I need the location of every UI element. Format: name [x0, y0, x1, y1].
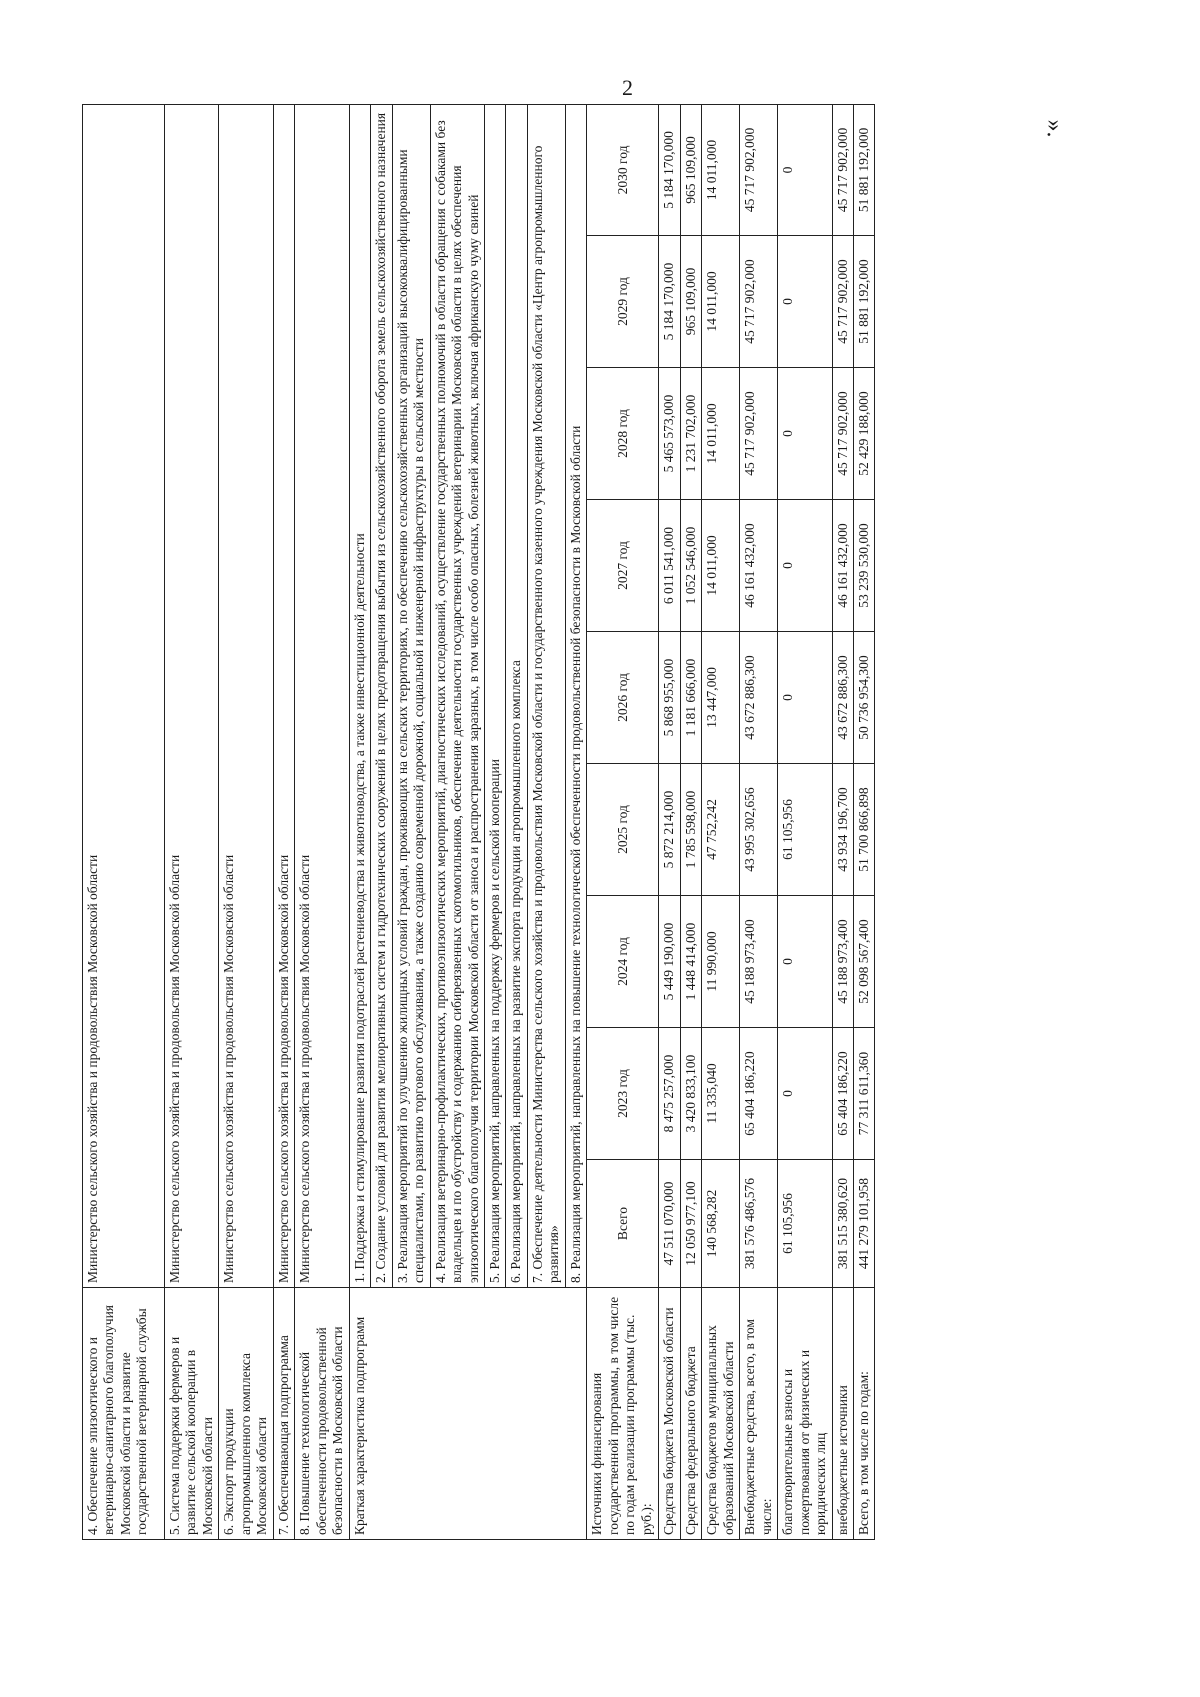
finance-amount: 0 [778, 368, 832, 500]
finance-amount: 65 404 186,220 [740, 1028, 778, 1160]
subprogram-name: 4. Обеспечение эпизоотического и ветеринарно-санитарного благополучия Московской области и развитие государственной ветеринарной службы [83, 1288, 165, 1540]
subprogram-description: 4. Реализация ветеринарно-профилактических, противоэпизоотических мероприятий, диагностических исследований, осуществление государственных полномочий в области обращения с собаками без владельцев и по обустройству и содержанию сибиреязвенных скотомогильников, обеспечение деятельности государственных учреждений ветеринарии Московской области в целях обеспечения эпизоотического благополучия территории Московской области от заноса и распространения заразных, в том числе особо опасных, болезней животных, включая африканскую чуму свиней [430, 104, 484, 1287]
finance-amount: 61 105,956 [778, 764, 832, 896]
finance-amount: 965 109,000 [680, 236, 701, 368]
subprogram-description: 3. Реализация мероприятий по улучшению жилищных условий граждан, проживающих на сельских территориях, по обеспечению сельскохозяйственных организаций высококвалифицированными специалистами, по развитию торгового обслуживания, а также созданию современной дорожной, социальной и инженерной инфраструктуры в сельской местности [392, 104, 430, 1287]
finance-row [659, 104, 680, 1539]
finance-amount: 1 231 702,000 [680, 368, 701, 500]
finance-amount: 0 [778, 236, 832, 368]
subprograms-label: Краткая характеристика подпрограмм [349, 1288, 587, 1540]
finance-header-row [587, 104, 659, 1539]
finance-amount: 0 [778, 500, 832, 632]
subprogram-row [83, 104, 165, 1539]
finance-source-label: внебюджетные источники [832, 1288, 853, 1540]
subprogram-description: 1. Поддержка и стимулирование развития подотраслей растениеводства и животноводства, а также инвестиционной деятельности [349, 104, 370, 1287]
finance-amount: 12 050 977,100 [680, 1160, 701, 1288]
finance-amount: 47 752,242 [702, 764, 740, 896]
finance-column-header: 2025 год [587, 764, 659, 896]
program-passport-table [82, 104, 875, 1540]
finance-amount: 51 881 192,000 [854, 104, 875, 235]
finance-amount: 6 011 541,000 [659, 500, 680, 632]
finance-column-header: 2030 год [587, 104, 659, 235]
finance-amount: 14 011,000 [702, 236, 740, 368]
finance-amount: 11 335,040 [702, 1028, 740, 1160]
finance-amount: 1 052 546,000 [680, 500, 701, 632]
subprogram-name: 7. Обеспечивающая подпрограмма [273, 1288, 294, 1540]
finance-amount: 11 990,000 [702, 896, 740, 1028]
responsible-ministry: Министерство сельского хозяйства и продовольствия Московской области [165, 104, 219, 1287]
subprogram-row [273, 104, 294, 1539]
finance-column-header: 2026 год [587, 632, 659, 764]
finance-amount: 43 934 196,700 [832, 764, 853, 896]
finance-amount: 5 184 170,000 [659, 104, 680, 235]
program-passport-sheet [82, 105, 1022, 1540]
finance-amount: 46 161 432,000 [740, 500, 778, 632]
finance-amount: 1 181 666,000 [680, 632, 701, 764]
finance-source-label: Средства бюджета Московской области [659, 1288, 680, 1540]
finance-row [832, 104, 853, 1539]
finance-column-header: 2029 год [587, 236, 659, 368]
finance-amount: 1 448 414,000 [680, 896, 701, 1028]
page-number: 2 [622, 75, 633, 100]
subprogram-description: 7. Обеспечение деятельности Министерства сельского хозяйства и продовольствия Московской области и государственного казенного учреждения Московской области «Центр агропромышленного развития» [527, 104, 565, 1287]
finance-amount: 52 429 188,000 [854, 368, 875, 500]
finance-source-label: Внебюджетные средства, всего, в том числе: [740, 1288, 778, 1540]
finance-amount: 140 568,282 [702, 1160, 740, 1288]
finance-amount: 5 465 573,000 [659, 368, 680, 500]
finance-amount: 61 105,956 [778, 1160, 832, 1288]
finance-amount: 5 868 955,000 [659, 632, 680, 764]
subprogram-name: 8. Повышение технологической обеспеченности продовольственной безопасности в Московской области [295, 1288, 349, 1540]
finance-row [740, 104, 778, 1539]
finance-amount: 45 717 902,000 [740, 104, 778, 235]
finance-amount: 43 672 886,300 [832, 632, 853, 764]
subprogram-description: 6. Реализация мероприятий, направленных на развитие экспорта продукции агропромышленного комплекса [506, 104, 527, 1287]
finance-row [778, 104, 832, 1539]
finance-amount: 45 717 902,000 [832, 104, 853, 235]
finance-label: Источники финансирования государственной программы, в том числе по годам реализации программы (тыс. руб.): [587, 1288, 659, 1540]
finance-amount: 14 011,000 [702, 104, 740, 235]
finance-amount: 381 515 380,620 [832, 1160, 853, 1288]
finance-amount: 47 511 070,000 [659, 1160, 680, 1288]
finance-amount: 0 [778, 104, 832, 235]
finance-column-header: 2023 год [587, 1028, 659, 1160]
closing-quote-mark: ». [1041, 119, 1068, 138]
finance-amount: 45 717 902,000 [832, 236, 853, 368]
subprogram-row [165, 104, 219, 1539]
finance-source-label: Всего, в том числе по годам: [854, 1288, 875, 1540]
finance-column-header: 2028 год [587, 368, 659, 500]
subprogram-description: 2. Создание условий для развития мелиоративных систем и гидротехнических сооружений в целях предотвращения выбытия из сельскохозяйственного оборота земель сельскохозяйственного назначения [371, 104, 392, 1287]
finance-source-label: благотворительные взносы и пожертвования от физических и юридических лиц [778, 1288, 832, 1540]
responsible-ministry: Министерство сельского хозяйства и продовольствия Московской области [219, 104, 273, 1287]
finance-amount: 46 161 432,000 [832, 500, 853, 632]
finance-amount: 441 279 101,958 [854, 1160, 875, 1288]
subprogram-name: 5. Система поддержки фермеров и развитие сельской кооперации в Московской области [165, 1288, 219, 1540]
finance-column-header: 2024 год [587, 896, 659, 1028]
subprogram-row [295, 104, 349, 1539]
finance-amount: 45 717 902,000 [832, 368, 853, 500]
finance-row [680, 104, 701, 1539]
finance-amount: 14 011,000 [702, 500, 740, 632]
finance-amount: 43 672 886,300 [740, 632, 778, 764]
finance-amount: 8 475 257,000 [659, 1028, 680, 1160]
subprogram-description: 5. Реализация мероприятий, направленных на поддержку фермеров и сельской кооперации [484, 104, 505, 1287]
finance-amount: 13 447,000 [702, 632, 740, 764]
finance-amount: 3 420 833,100 [680, 1028, 701, 1160]
finance-amount: 0 [778, 632, 832, 764]
finance-amount: 381 576 486,576 [740, 1160, 778, 1288]
finance-amount: 965 109,000 [680, 104, 701, 235]
subprogram-description-row [349, 104, 370, 1539]
responsible-ministry: Министерство сельского хозяйства и продовольствия Московской области [273, 104, 294, 1287]
finance-amount: 51 700 866,898 [854, 764, 875, 896]
finance-amount: 14 011,000 [702, 368, 740, 500]
finance-source-label: Средства федерального бюджета [680, 1288, 701, 1540]
finance-amount: 5 184 170,000 [659, 236, 680, 368]
finance-row [702, 104, 740, 1539]
finance-source-label: Средства бюджетов муниципальных образований Московской области [702, 1288, 740, 1540]
responsible-ministry: Министерство сельского хозяйства и продовольствия Московской области [83, 104, 165, 1287]
subprogram-row [219, 104, 273, 1539]
finance-amount: 65 404 186,220 [832, 1028, 853, 1160]
finance-amount: 45 188 973,400 [832, 896, 853, 1028]
finance-amount: 5 449 190,000 [659, 896, 680, 1028]
finance-column-header: 2027 год [587, 500, 659, 632]
finance-amount: 51 881 192,000 [854, 236, 875, 368]
finance-amount: 77 311 611,360 [854, 1028, 875, 1160]
finance-amount: 50 736 954,300 [854, 632, 875, 764]
finance-amount: 45 188 973,400 [740, 896, 778, 1028]
finance-amount: 0 [778, 896, 832, 1028]
finance-amount: 43 995 302,656 [740, 764, 778, 896]
finance-amount: 52 098 567,400 [854, 896, 875, 1028]
finance-amount: 53 239 530,000 [854, 500, 875, 632]
subprogram-name: 6. Экспорт продукции агропромышленного комплекса Московской области [219, 1288, 273, 1540]
responsible-ministry: Министерство сельского хозяйства и продовольствия Московской области [295, 104, 349, 1287]
finance-column-header: Всего [587, 1160, 659, 1288]
finance-amount: 0 [778, 1028, 832, 1160]
finance-amount: 1 785 598,000 [680, 764, 701, 896]
finance-amount: 5 872 214,000 [659, 764, 680, 896]
finance-row [854, 104, 875, 1539]
finance-amount: 45 717 902,000 [740, 236, 778, 368]
finance-amount: 45 717 902,000 [740, 368, 778, 500]
subprogram-description: 8. Реализация мероприятий, направленных на повышение технологической обеспеченности продовольственной безопасности в Московской области [565, 104, 586, 1287]
